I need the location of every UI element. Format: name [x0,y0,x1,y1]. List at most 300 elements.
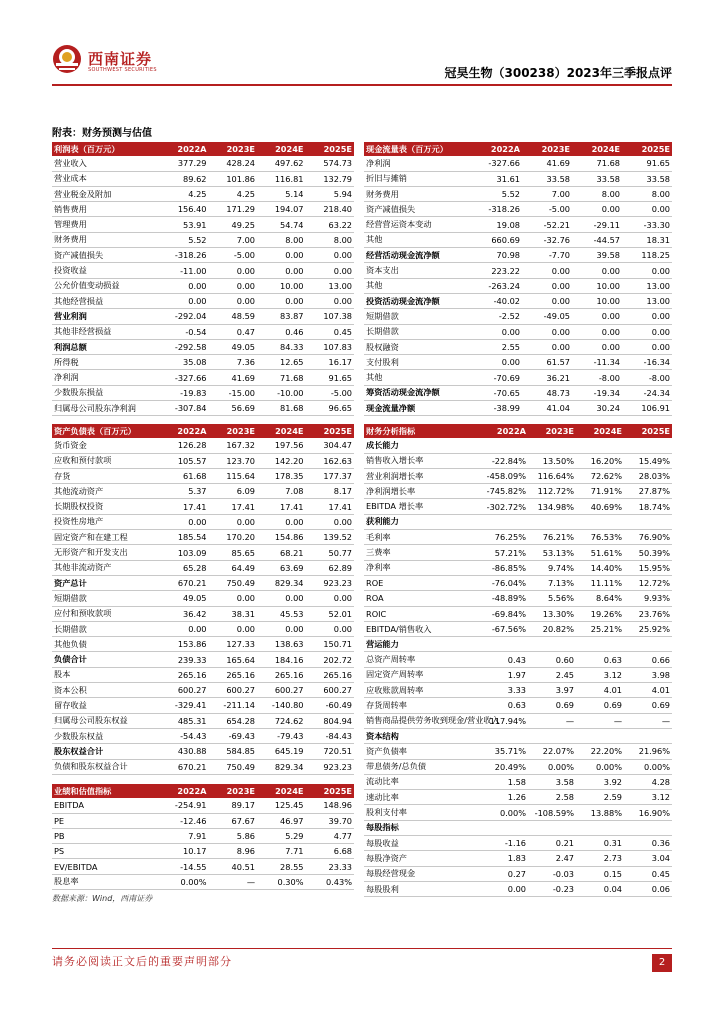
value-cell: 2.73 [576,851,624,866]
value-cell: 3.04 [624,851,672,866]
value-cell: 6.68 [306,844,355,859]
value-cell: 0.46 [257,324,306,339]
value-cell: 56.69 [209,401,258,416]
row-label-cell: 股权融资 [364,339,472,354]
value-cell: 923.23 [306,575,355,590]
value-cell: -79.43 [257,728,306,743]
table-row [364,499,672,514]
value-cell: -76.04% [480,575,528,590]
value-cell: 139.52 [306,530,355,545]
table-row [364,713,672,728]
value-cell: 600.27 [209,683,258,698]
value-cell: -0.23 [528,881,576,896]
value-cell: 0.00 [572,202,622,217]
brand-logo-icon [52,44,82,74]
value-cell: 265.16 [257,667,306,682]
value-cell: 49.25 [209,217,258,232]
value-cell: 670.21 [160,575,209,590]
value-cell: — [528,713,576,728]
row-label-cell: 折旧与摊销 [364,171,472,186]
value-cell: -32.76 [522,232,572,247]
table-row [364,851,672,866]
value-cell [624,820,672,835]
row-label-cell: 股息率 [52,874,160,889]
value-cell: 13.00 [306,278,355,293]
row-label-cell: 长期借款 [52,621,160,636]
table-row [52,637,354,652]
row-label-cell: 其他 [364,278,472,293]
value-cell: 2.55 [472,339,522,354]
value-cell: 165.64 [209,652,258,667]
value-cell: 3.98 [624,667,672,682]
table-row [52,385,354,400]
table-row [52,232,354,247]
value-cell: -70.69 [472,370,522,385]
column-header-cell: 2025E [306,424,355,438]
value-cell: 36.42 [160,606,209,621]
table-row [364,530,672,545]
value-cell: 17.41 [306,499,355,514]
row-label-cell: 固定资产周转率 [364,667,480,682]
value-cell: -5.00 [209,248,258,263]
value-cell: -108.59% [528,805,576,820]
row-label-cell: 带息债务/总负债 [364,759,480,774]
value-cell: 49.05 [160,591,209,606]
value-cell [576,637,624,652]
value-cell: 0.00 [257,248,306,263]
value-cell: 4.25 [209,186,258,201]
value-cell: 45.53 [257,606,306,621]
value-cell: 923.23 [306,759,355,774]
value-cell: 0.06 [624,881,672,896]
value-cell: 0.00 [522,339,572,354]
column-header-cell: 2024E [257,424,306,438]
value-cell: 138.63 [257,637,306,652]
value-cell: -69.43 [209,728,258,743]
table-title-cell: 资产负债表（百万元） [52,424,160,438]
value-cell: 304.47 [306,438,355,453]
value-cell: 0.36 [624,836,672,851]
value-cell: 115.64 [209,468,258,483]
value-cell: 485.31 [160,713,209,728]
value-cell: 91.65 [622,156,672,171]
row-label-cell: 存货周转率 [364,698,480,713]
table-row [364,156,672,171]
value-cell: 70.98 [472,248,522,263]
value-cell: 107.83 [306,339,355,354]
column-header-cell: 2024E [572,142,622,156]
value-cell: 118.25 [622,248,672,263]
row-label-cell: 公允价值变动损益 [52,278,160,293]
row-label-cell: 净利润 [52,370,160,385]
value-cell: 54.74 [257,217,306,232]
value-cell: 3.33 [480,683,528,698]
table-row [364,468,672,483]
table-row [52,484,354,499]
value-cell: -24.34 [622,385,672,400]
value-cell: 0.00 [522,278,572,293]
value-cell: — [576,713,624,728]
value-cell: 5.94 [306,186,355,201]
value-cell: 17.41 [160,499,209,514]
row-label-cell: 其他流动资产 [52,484,160,499]
value-cell: 63.69 [257,560,306,575]
value-cell: 0.00 [522,324,572,339]
value-cell: -19.34 [572,385,622,400]
row-label-cell: 短期借款 [52,591,160,606]
value-cell: 85.65 [209,545,258,560]
row-label-cell: 其他 [364,232,472,247]
value-cell: 0.00 [622,263,672,278]
row-label-cell: 筹资活动现金流净额 [364,385,472,400]
value-cell: -60.49 [306,698,355,713]
value-cell [528,438,576,453]
value-cell: 0.00 [306,263,355,278]
value-cell: 265.16 [306,667,355,682]
value-cell: 377.29 [160,156,209,171]
value-cell: 12.65 [257,355,306,370]
value-cell: 0.00 [306,591,355,606]
table-row [364,591,672,606]
value-cell: 20.49% [480,759,528,774]
value-cell: -0.54 [160,324,209,339]
value-cell: 0.00 [160,278,209,293]
row-label-cell: 短期借款 [364,309,472,324]
value-cell: 0.31 [576,836,624,851]
value-cell: 0.00 [522,293,572,308]
value-cell: 7.13% [528,575,576,590]
value-cell: -140.80 [257,698,306,713]
value-cell: 76.25% [480,530,528,545]
value-cell: 0.60 [528,652,576,667]
value-cell: 265.16 [160,667,209,682]
column-header-cell: 2022A [480,424,528,438]
value-cell: -8.00 [572,370,622,385]
table-row [364,790,672,805]
column-header-cell: 2023E [209,784,258,798]
column-header-cell: 2025E [306,142,355,156]
value-cell: 0.00 [209,293,258,308]
row-label-cell: 投资性房地产 [52,514,160,529]
value-cell: 0.00 [160,293,209,308]
value-cell: 0.45 [306,324,355,339]
table-row [52,438,354,453]
column-header-cell: 2023E [209,142,258,156]
row-label-cell: PS [52,844,160,859]
row-label-cell: 固定资产和在建工程 [52,530,160,545]
value-cell [528,820,576,835]
value-cell: -40.02 [472,293,522,308]
column-header-cell: 2022A [160,142,209,156]
value-cell: -318.26 [160,248,209,263]
value-cell: 0.00% [624,759,672,774]
value-cell: 5.52 [472,186,522,201]
value-cell: -329.41 [160,698,209,713]
value-cell: 33.58 [572,171,622,186]
value-cell: -458.09% [480,468,528,483]
value-cell: 5.29 [257,828,306,843]
value-cell: 125.45 [257,798,306,813]
value-cell: 0.43% [306,874,355,889]
value-cell [480,820,528,835]
value-cell: 5.52 [160,232,209,247]
value-cell: 1.83 [480,851,528,866]
value-cell: 13.50% [528,453,576,468]
table-row [52,248,354,263]
value-cell: 170.20 [209,530,258,545]
value-cell: 33.58 [622,171,672,186]
table-row [52,401,354,416]
value-cell: 21.96% [624,744,672,759]
value-cell: -10.00 [257,385,306,400]
value-cell: 0.45 [624,866,672,881]
row-label-cell: 少数股东损益 [52,385,160,400]
value-cell: 184.16 [257,652,306,667]
row-label-cell: 资产减值损失 [52,248,160,263]
table-row [52,652,354,667]
row-label-cell: 应收和预付款项 [52,453,160,468]
value-cell: 0.47 [209,324,258,339]
column-header-cell: 2025E [622,142,672,156]
value-cell: -52.21 [522,217,572,232]
row-label-cell: 股东权益合计 [52,744,160,759]
value-cell: 0.00 [572,324,622,339]
value-cell: 150.71 [306,637,355,652]
value-cell [480,637,528,652]
table-row [364,744,672,759]
value-cell: -19.83 [160,385,209,400]
table-section-row [364,820,672,835]
table-row [52,560,354,575]
value-cell: 3.12 [624,790,672,805]
value-cell: 51.61% [576,545,624,560]
table-title-cell: 财务分析指标 [364,424,480,438]
balance-sheet-table [52,424,354,775]
table-row [52,263,354,278]
value-cell: 0.69 [576,698,624,713]
table-row [52,606,354,621]
table-title-cell: 业绩和估值指标 [52,784,160,798]
value-cell: 0.00 [257,293,306,308]
table-row [364,606,672,621]
row-label-cell: 营业利润 [52,309,160,324]
value-cell: 13.30% [528,606,576,621]
value-cell: -14.55 [160,859,209,874]
row-label-cell: EBITDA/销售收入 [364,621,480,636]
table-row [364,385,672,400]
row-label-cell: 现金流量净额 [364,401,472,416]
brand-subtitle: SOUTHWEST SECURITIES [88,67,157,73]
value-cell: 127.33 [209,637,258,652]
value-cell: 178.35 [257,468,306,483]
value-cell: 0.69 [528,698,576,713]
row-label-cell: 股利支付率 [364,805,480,820]
value-cell: -70.65 [472,385,522,400]
valuation-table [52,784,354,890]
income-statement-table [52,142,354,416]
value-cell: 48.73 [522,385,572,400]
value-cell: 30.24 [572,401,622,416]
table-section-row [364,637,672,652]
value-cell: 0.00 [257,263,306,278]
value-cell: 0.43 [480,652,528,667]
value-cell: 654.28 [209,713,258,728]
brand-logo [52,44,212,78]
value-cell: 76.21% [528,530,576,545]
table-row [364,324,672,339]
value-cell: 5.14 [257,186,306,201]
value-cell: 107.38 [306,309,355,324]
value-cell: 8.17 [306,484,355,499]
table-row [52,813,354,828]
table-row [52,683,354,698]
header-divider [52,84,672,86]
value-cell: -29.11 [572,217,622,232]
table-section-row [364,728,672,743]
value-cell: 202.72 [306,652,355,667]
value-cell: 13.00 [622,293,672,308]
value-cell: 0.00 [306,621,355,636]
data-source-note: 数据来源：Wind，西南证券 [52,894,153,903]
table-row [52,186,354,201]
value-cell: 49.05 [209,339,258,354]
value-cell: 57.21% [480,545,528,560]
value-cell: 23.33 [306,859,355,874]
value-cell: 829.34 [257,759,306,774]
row-label-cell: 每股经营现金 [364,866,480,881]
value-cell: 0.00 [622,339,672,354]
value-cell: 13.88% [576,805,624,820]
value-cell: 7.36 [209,355,258,370]
value-cell: -1.16 [480,836,528,851]
value-cell: 2.47 [528,851,576,866]
value-cell: 76.90% [624,530,672,545]
value-cell: 8.64% [576,591,624,606]
value-cell: 0.00 [572,339,622,354]
value-cell: 185.54 [160,530,209,545]
table-row [52,874,354,889]
value-cell: 428.24 [209,156,258,171]
value-cell: 0.00% [576,759,624,774]
row-label-cell: 财务费用 [52,232,160,247]
value-cell: 116.81 [257,171,306,186]
table-row [52,309,354,324]
value-cell: 14.40% [576,560,624,575]
table-row [52,453,354,468]
value-cell: -49.05 [522,309,572,324]
value-cell [576,514,624,529]
table-row [52,355,354,370]
row-label-cell: 资本支出 [364,263,472,278]
value-cell: 123.70 [209,453,258,468]
table-row [52,324,354,339]
value-cell: 101.86 [209,171,258,186]
row-label-cell: 三费率 [364,545,480,560]
table-row [364,560,672,575]
value-cell: 0.00 [480,881,528,896]
value-cell: 497.62 [257,156,306,171]
value-cell: 19.26% [576,606,624,621]
table-row [364,836,672,851]
table-row [364,293,672,308]
row-label-cell: 货币资金 [52,438,160,453]
value-cell: 67.67 [209,813,258,828]
section-title: 附表：财务预测与估值 [52,128,152,139]
value-cell: 660.69 [472,232,522,247]
value-cell: 126.28 [160,438,209,453]
value-cell: 68.21 [257,545,306,560]
value-cell [528,728,576,743]
table-row [364,759,672,774]
value-cell: 9.93% [624,591,672,606]
table-row [52,698,354,713]
table-row [364,171,672,186]
row-label-cell: 总资产周转率 [364,652,480,667]
report-title: 冠昊生物（300238）2023年三季报点评 [444,66,672,80]
value-cell: 148.96 [306,798,355,813]
value-cell: 96.65 [306,401,355,416]
row-label-cell: 股本 [52,667,160,682]
value-cell: 16.90% [624,805,672,820]
value-cell [480,438,528,453]
value-cell: 600.27 [306,683,355,698]
value-cell: 11.11% [576,575,624,590]
row-label-cell: 资本公积 [52,683,160,698]
value-cell [480,728,528,743]
row-label-cell: 毛利率 [364,530,480,545]
value-cell: -44.57 [572,232,622,247]
column-header-cell: 2024E [257,784,306,798]
row-label-cell: 留存收益 [52,698,160,713]
row-label-cell: 每股指标 [364,820,480,835]
value-cell: 4.77 [306,828,355,843]
row-label-cell: 资本结构 [364,728,480,743]
value-cell: 16.17 [306,355,355,370]
table-row [52,621,354,636]
row-label-cell: 成长能力 [364,438,480,453]
value-cell: 71.68 [257,370,306,385]
value-cell: -69.84% [480,606,528,621]
value-cell [624,728,672,743]
row-label-cell: 营业利润增长率 [364,468,480,483]
value-cell: 0.00 [209,263,258,278]
value-cell: -48.89% [480,591,528,606]
table-row [52,759,354,774]
value-cell: 8.00 [257,232,306,247]
value-cell: -254.91 [160,798,209,813]
value-cell: 22.07% [528,744,576,759]
value-cell [624,514,672,529]
value-cell: 7.00 [209,232,258,247]
value-cell: 5.37 [160,484,209,499]
row-label-cell: 长期借款 [364,324,472,339]
value-cell: 0.00 [622,202,672,217]
value-cell: 3.97 [528,683,576,698]
table-row [364,698,672,713]
value-cell: 19.08 [472,217,522,232]
value-cell: 53.91 [160,217,209,232]
value-cell: 8.00 [572,186,622,201]
table-header-row [364,142,672,156]
row-label-cell: EBITDA [52,798,160,813]
brand-name: 西南证券 [88,50,153,68]
value-cell: 40.51 [209,859,258,874]
value-cell: 0.00 [622,324,672,339]
value-cell: 33.58 [522,171,572,186]
value-cell: 0.00% [528,759,576,774]
value-cell: 50.39% [624,545,672,560]
table-row [364,309,672,324]
